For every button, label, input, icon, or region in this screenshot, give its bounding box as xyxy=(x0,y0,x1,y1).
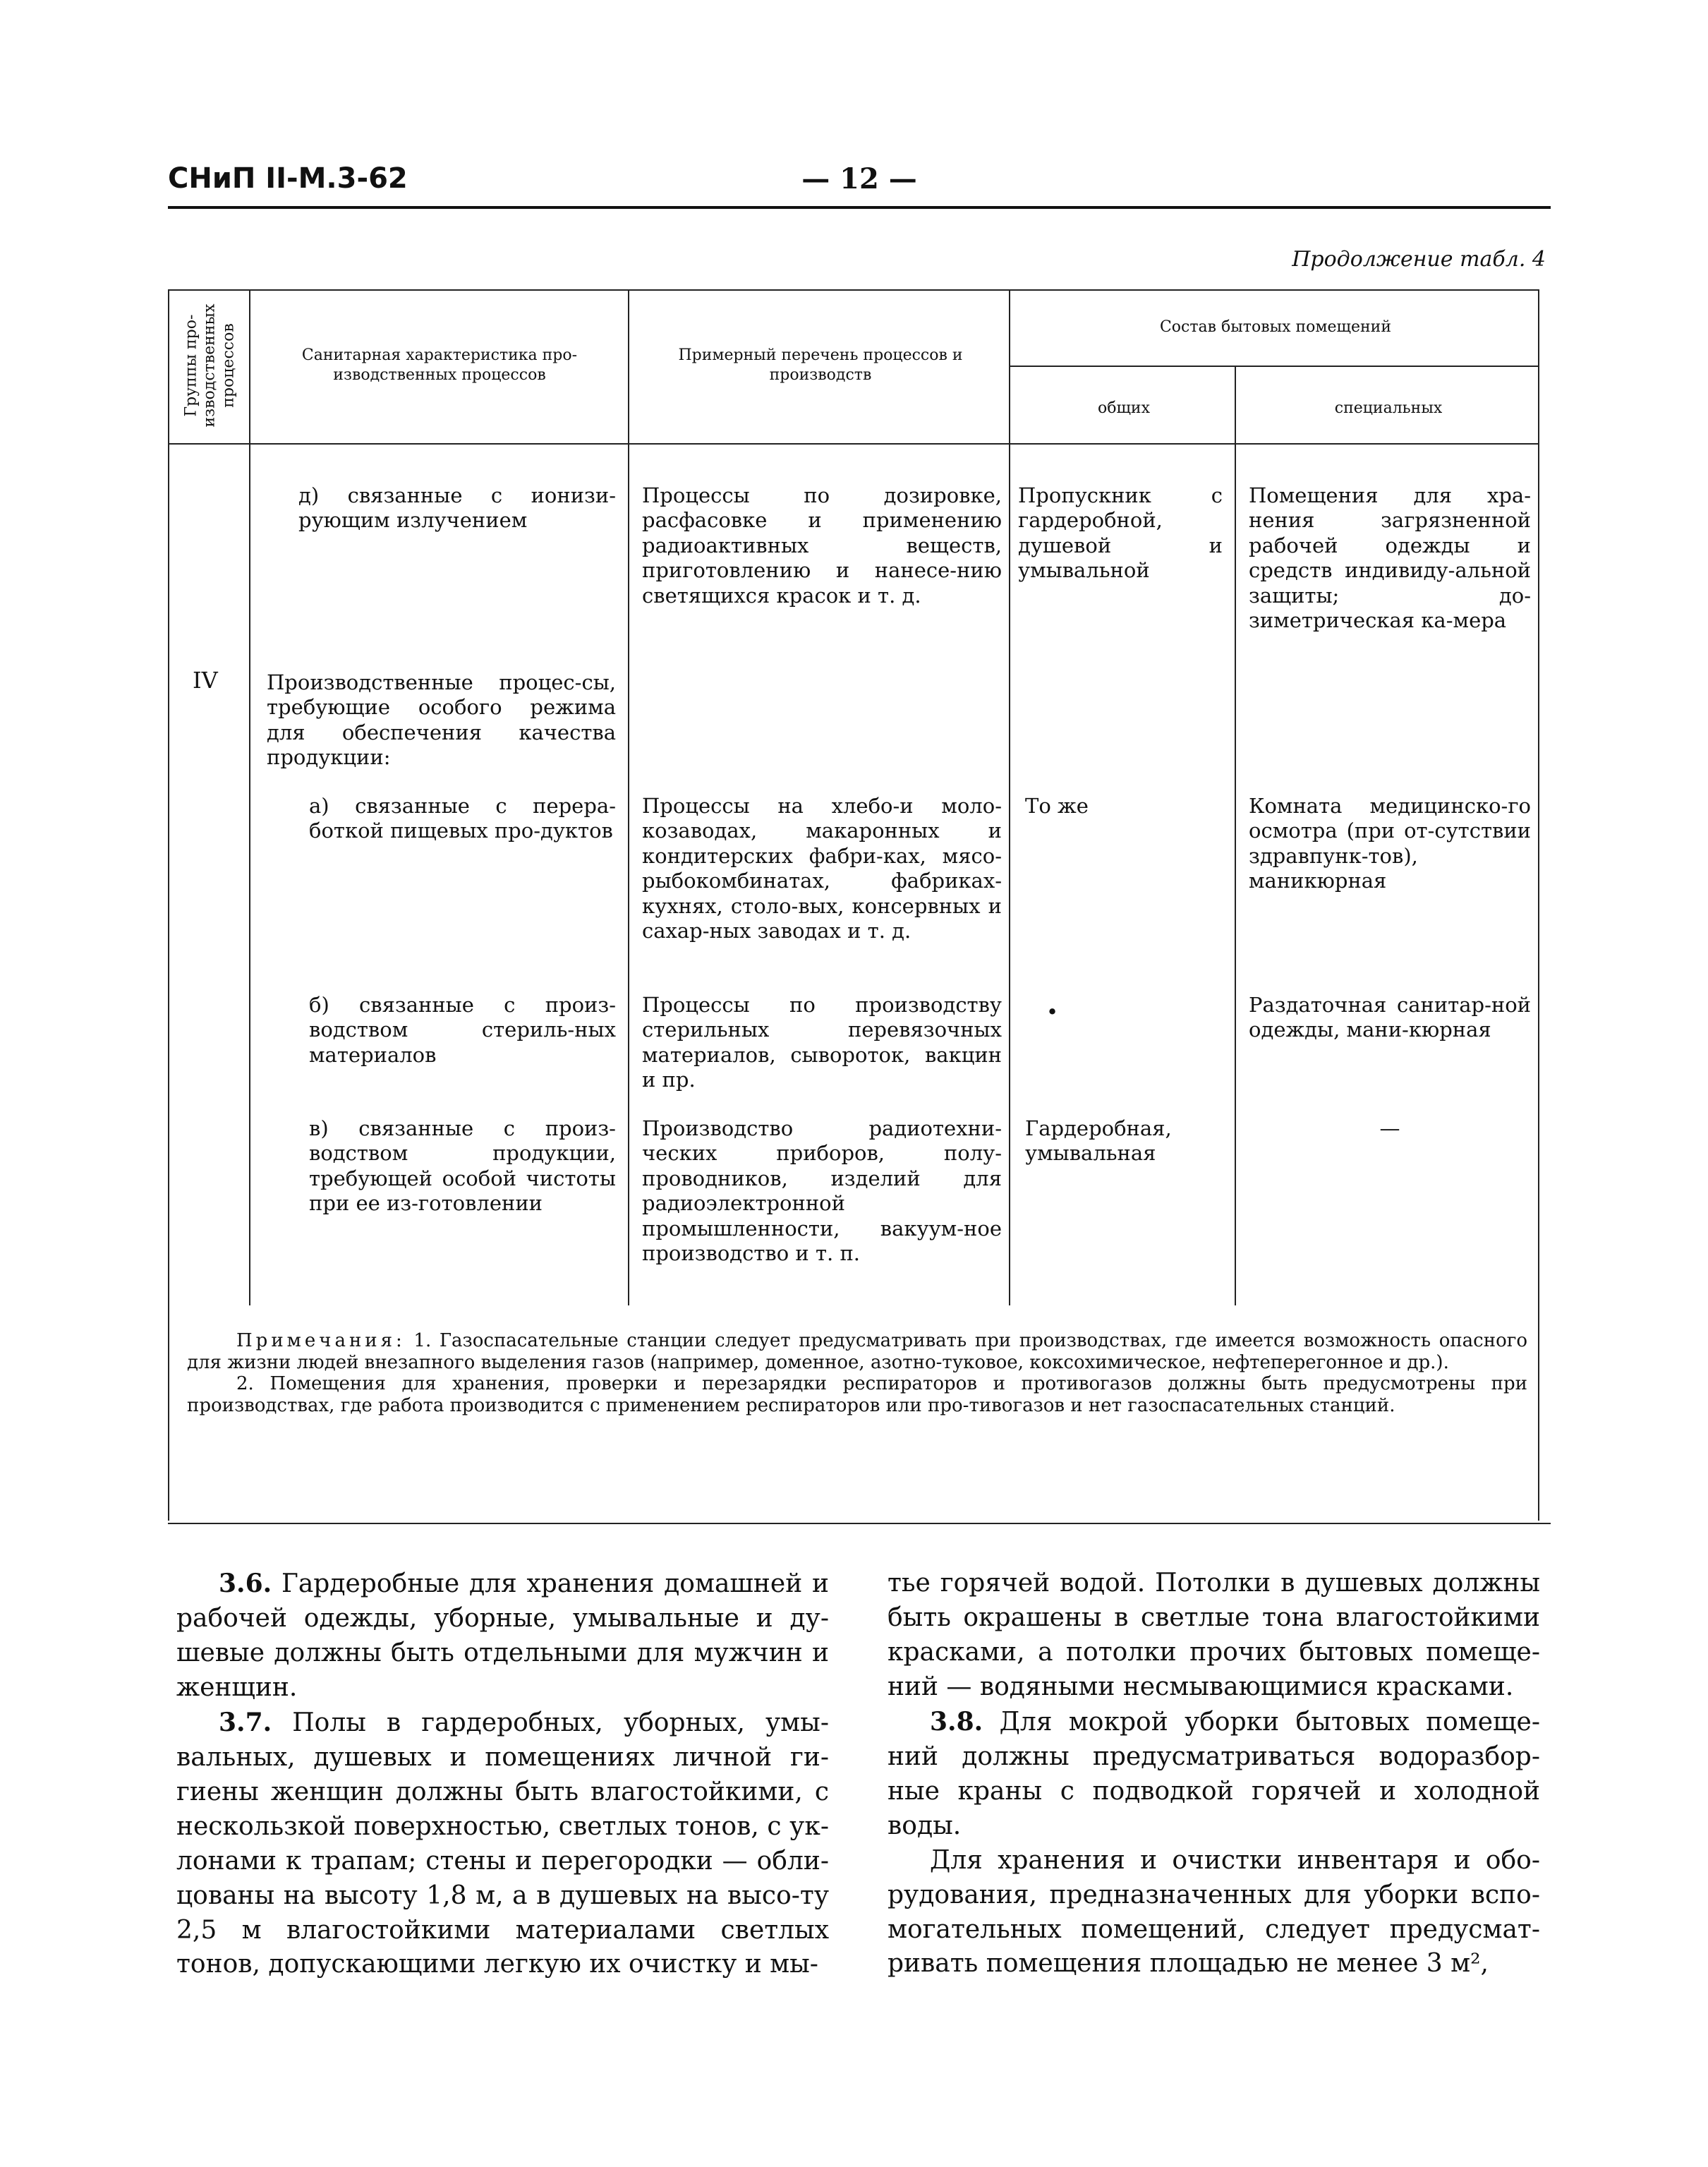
table-bottom-rule xyxy=(168,1523,1551,1524)
paragraph-3-7 xyxy=(176,1706,829,1983)
paragraph-3-6 xyxy=(176,1567,829,1706)
row-a-sanitary: а) связанные с перера-боткой пищевых про-дуктов xyxy=(309,794,616,843)
header-processes: Примерный перечень процессов и производств xyxy=(678,346,963,384)
row-d-common: Пропускник с гардеробной, душевой и умывальной xyxy=(1018,483,1223,583)
row-b-sanitary: б) связанные с произ-водством стериль-ных материалов xyxy=(309,993,616,1067)
header-group: Группы про-изводственных процессов xyxy=(182,303,238,427)
column-divider-processes xyxy=(1009,289,1010,1305)
clause-text-3-6: Гардеробные для хранения домашней и рабочей одежды, уборные, умывальные и ду-шевые должны быть отдельными для мужчин и женщин. xyxy=(176,1569,829,1702)
document-code: СНиП II-М.3-62 xyxy=(168,162,408,195)
rooms-subheader-rule xyxy=(1009,366,1538,367)
row-v-sanitary: в) связанные с произ-водством продукции, требующей особой чистоты при ее из-готовлении xyxy=(309,1116,616,1216)
header-bottom-rule xyxy=(168,443,1538,445)
header-rule xyxy=(168,206,1551,209)
page-header xyxy=(168,162,1551,212)
clause-text-3-8: Для мокрой уборки бытовых помеще-ний должны предусматриваться водоразбор-ные краны с подводкой горячей и холодной воды. xyxy=(888,1707,1540,1840)
clause-number-3-6: 3.6. xyxy=(219,1569,272,1598)
row-intro-sanitary: Производственные процес-сы, требующие особого режима для обеспечения качества продукции: xyxy=(267,670,616,770)
body-column-left xyxy=(176,1567,829,1982)
column-divider-sanitary xyxy=(628,289,629,1305)
body-column-right xyxy=(888,1567,1540,1981)
page-number: — 12 — xyxy=(801,162,917,195)
header-group-cell xyxy=(168,289,253,441)
table-right-border xyxy=(1538,289,1539,1521)
paragraph-3-7-continued: тье горячей водой. Потолки в душевых должны быть окрашены в светлые тона влагостойкими красками, а потолки прочих бытовых помеще-ний — водяными несмывающимися красками. xyxy=(888,1569,1540,1701)
table-left-border xyxy=(168,289,169,1521)
header-special: специальных xyxy=(1334,399,1443,417)
table-continuation-label: Продолжение табл. 4 xyxy=(1292,247,1546,272)
header-common: общих xyxy=(1097,399,1150,417)
row-b-common: • xyxy=(1046,1000,1059,1024)
row-a-processes: Процессы на хлебо-и моло-козаводах, макаронных и кондитерских фабри-ках, мясо-рыбокомбинатах, фабриках-кухнях, столо-вых, консервных и сахар-ных заводах и т. д. xyxy=(642,794,1002,943)
row-a-common: То же xyxy=(1025,794,1089,818)
clause-text-3-7: Полы в гардеробных, уборных, умы-вальных, душевых и помещениях личной ги-гиены женщин должны быть влагостойкими, с нескользкой поверхностью, светлых тонов, с ук-лонами к трапам; стены и перегородки — обли-цованы на высоту 1,8 м, а в душевых на высо-ту 2,5 м влагостойкими материалами светлых тонов, допускающими легкую их очистку и мы- xyxy=(176,1708,829,1979)
column-divider-common xyxy=(1235,366,1236,1305)
row-d-processes: Процессы по дозировке, расфасовке и применению радиоактивных веществ, приготовлению и нанесе-нию светящихся красок и т. д. xyxy=(642,483,1002,608)
notes-label: Примечания: xyxy=(236,1330,406,1351)
row-d-special: Помещения для хра-нения загрязненной рабочей одежды и средств индивиду-альной защиты; до-зиметрическая ка-мера xyxy=(1249,483,1531,632)
row-d-sanitary: д) связанные с ионизи-рующим излучением xyxy=(298,483,616,533)
group-label: IV xyxy=(193,667,218,694)
column-divider-group xyxy=(249,289,250,1305)
header-rooms: Состав бытовых помещений xyxy=(1159,318,1392,336)
table-notes xyxy=(187,1330,1527,1417)
note-2: 2. Помещения для хранения, проверки и перезарядки респираторов и противогазов должны быть предусмотрены при производствах, где работа производится с применением респираторов или про-тивогазов и нет газоспасательных станций. xyxy=(187,1373,1527,1417)
row-v-special: — xyxy=(1379,1116,1400,1140)
row-v-common: Гардеробная, умывальная xyxy=(1025,1116,1172,1166)
paragraph-3-8 xyxy=(888,1705,1540,1844)
clause-number-3-7: 3.7. xyxy=(219,1707,272,1737)
paragraph-inventory: Для хранения и очистки инвентаря и обо-рудования, предназначенных для уборки вспо-могательных помещений, следует предусмат-ривать помещения площадью не менее 3 м², xyxy=(888,1845,1540,1979)
note-1: 1. Газоспасательные станции следует предусматривать при производствах, где имеется возможность опасного для жизни людей внезапного выделения газов (например, доменное, азотно-туковое, коксохимическое, нефтеперегонное и др.). xyxy=(187,1330,1527,1373)
clause-number-3-8: 3.8. xyxy=(930,1706,983,1737)
row-a-special: Комната медицинско-го осмотра (при от-сутствии здравпунк-тов), маникюрная xyxy=(1249,794,1531,893)
row-b-special: Раздаточная санитар-ной одежды, мани-кюрная xyxy=(1249,993,1531,1042)
table-top-border xyxy=(168,289,1538,291)
header-sanitary: Санитарная характеристика про-изводственных процессов xyxy=(301,346,578,384)
row-v-processes: Производство радиотехни-ческих приборов, полу-проводников, изделий для радиоэлектронной промышленности, вакуум-ное производство и т. п. xyxy=(642,1116,1002,1265)
row-b-processes: Процессы по производству стерильных перевязочных материалов, сывороток, вакцин и пр. xyxy=(642,993,1002,1092)
